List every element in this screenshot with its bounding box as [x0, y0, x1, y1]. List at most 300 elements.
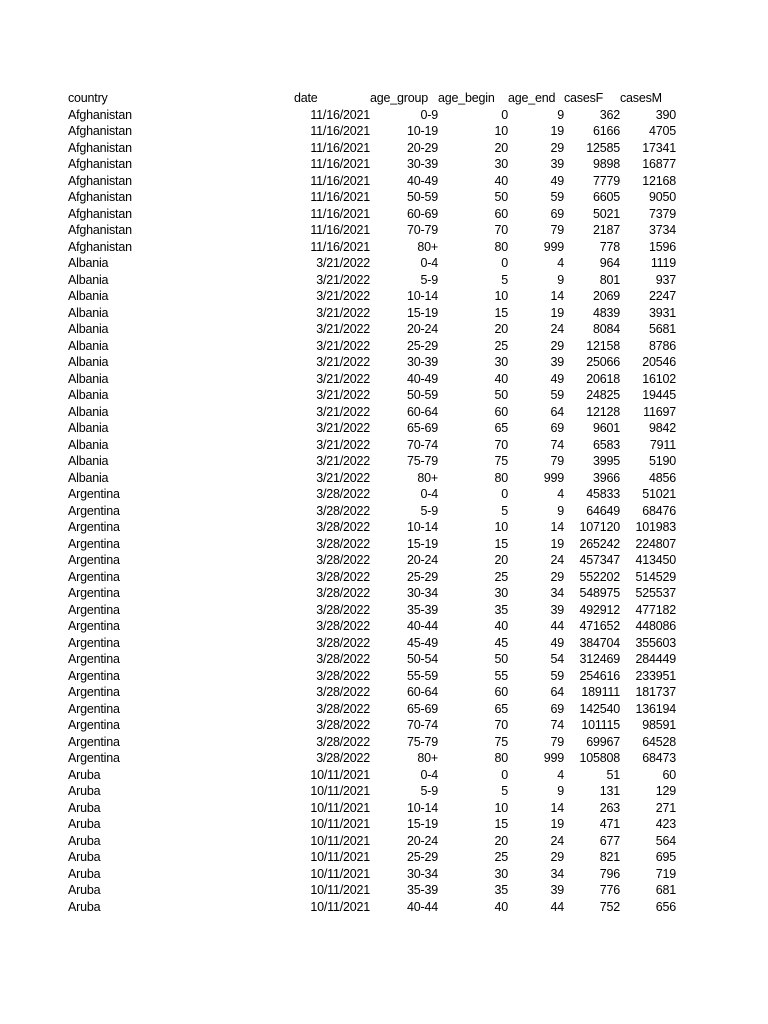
- cell-age-end: 9: [557, 107, 564, 122]
- cell-country: Albania: [68, 322, 109, 336]
- cell-country: Aruba: [68, 899, 101, 914]
- cell-age-begin: 20: [494, 833, 508, 848]
- cell-age-end: 49: [550, 371, 564, 386]
- cell-country: Argentina: [68, 701, 120, 716]
- cell-age-begin: 10: [494, 520, 508, 534]
- cell-age-group: 60-64: [407, 685, 438, 699]
- header-country: country: [68, 91, 108, 105]
- cell-cases-f: 12585: [586, 140, 620, 155]
- cell-age-begin: 60: [494, 404, 508, 419]
- cell-country: Aruba: [68, 800, 101, 815]
- cell-age-begin: 75: [494, 454, 508, 468]
- cell-cases-m: 681: [655, 883, 676, 897]
- cell-cases-f: 45833: [586, 487, 620, 501]
- cell-cases-m: 20546: [642, 355, 676, 369]
- cell-age-begin: 20: [494, 322, 508, 336]
- cell-date: 3/21/2022: [316, 289, 370, 303]
- cell-cases-f: 552202: [579, 569, 620, 584]
- cell-country: Albania: [68, 470, 109, 485]
- cell-age-end: 14: [550, 289, 564, 303]
- cell-date: 10/11/2021: [310, 866, 370, 881]
- cell-date: 11/16/2021: [310, 190, 370, 204]
- cell-date: 3/21/2022: [316, 371, 370, 386]
- cell-age-begin: 50: [494, 652, 508, 666]
- cell-cases-f: 457347: [579, 553, 620, 567]
- cell-age-group: 65-69: [407, 421, 438, 435]
- cell-age-end: 9: [557, 272, 564, 287]
- cell-age-begin: 80: [494, 751, 508, 765]
- cell-age-group: 25-29: [407, 850, 438, 864]
- cell-age-end: 29: [550, 140, 564, 155]
- cell-age-begin: 10: [494, 800, 508, 815]
- cell-cases-f: 64649: [586, 503, 620, 518]
- cell-age-end: 24: [550, 833, 564, 848]
- cell-age-end: 19: [550, 305, 564, 320]
- table-row: [68, 239, 676, 256]
- cell-age-group: 15-19: [407, 817, 438, 831]
- cell-age-end: 34: [550, 586, 564, 600]
- cell-age-begin: 0: [501, 256, 508, 270]
- cell-age-end: 999: [543, 239, 564, 254]
- cell-age-begin: 25: [494, 338, 508, 353]
- cell-age-group: 80+: [417, 751, 438, 765]
- cell-age-begin: 25: [494, 569, 508, 584]
- cell-cases-m: 1119: [650, 256, 676, 270]
- cell-cases-m: 271: [655, 800, 676, 815]
- cell-age-group: 40-49: [407, 173, 438, 188]
- cell-age-end: 69: [550, 701, 564, 716]
- table-row: [68, 173, 676, 190]
- cell-age-group: 0-4: [420, 767, 438, 782]
- cell-cases-m: 136194: [635, 701, 676, 716]
- table-row: [68, 470, 676, 487]
- cell-date: 3/28/2022: [316, 685, 370, 699]
- cell-cases-m: 68473: [642, 751, 676, 765]
- cell-cases-m: 12168: [642, 173, 676, 188]
- cell-age-group: 75-79: [407, 734, 438, 749]
- cell-date: 3/21/2022: [316, 256, 370, 270]
- cell-age-begin: 45: [494, 635, 508, 650]
- cell-age-group: 35-39: [407, 602, 438, 617]
- table-header: [68, 90, 676, 107]
- cell-age-group: 20-24: [407, 833, 438, 848]
- table-row: [68, 272, 676, 289]
- cell-age-begin: 5: [501, 503, 508, 518]
- cell-age-begin: 0: [501, 107, 508, 122]
- header-row: [68, 90, 676, 107]
- cell-date: 11/16/2021: [310, 124, 370, 138]
- cell-age-begin: 25: [494, 850, 508, 864]
- cell-cases-m: 695: [655, 850, 676, 864]
- cell-country: Afghanistan: [68, 223, 132, 237]
- cell-age-end: 59: [550, 190, 564, 204]
- cell-country: Afghanistan: [68, 140, 132, 155]
- cell-cases-f: 3995: [592, 454, 620, 468]
- cell-date: 3/28/2022: [316, 503, 370, 518]
- cell-age-end: 69: [550, 206, 564, 221]
- table-row: [68, 437, 676, 454]
- cell-date: 10/11/2021: [310, 850, 370, 864]
- cell-age-begin: 60: [494, 206, 508, 221]
- cell-date: 3/21/2022: [316, 338, 370, 353]
- table-row: [68, 338, 676, 355]
- cell-date: 3/28/2022: [316, 718, 370, 732]
- header-date: date: [294, 91, 318, 105]
- cell-date: 3/28/2022: [316, 520, 370, 534]
- cell-age-begin: 10: [494, 124, 508, 138]
- cell-cases-m: 423: [655, 817, 676, 831]
- cell-cases-m: 7379: [648, 206, 676, 221]
- cell-country: Argentina: [68, 536, 120, 551]
- cell-age-begin: 15: [494, 817, 508, 831]
- cell-age-end: 59: [550, 388, 564, 402]
- cell-country: Albania: [68, 437, 109, 452]
- cell-country: Aruba: [68, 767, 101, 782]
- cell-cases-f: 362: [599, 107, 620, 122]
- cell-date: 3/28/2022: [316, 652, 370, 666]
- cell-age-end: 49: [550, 173, 564, 188]
- cell-country: Argentina: [68, 503, 120, 518]
- table-row: [68, 899, 676, 916]
- cell-cases-f: 821: [599, 850, 620, 864]
- cell-age-group: 0-9: [420, 107, 438, 122]
- cell-date: 10/11/2021: [310, 899, 370, 914]
- cell-country: Aruba: [68, 833, 101, 848]
- cell-country: Argentina: [68, 652, 120, 666]
- table-row: [68, 255, 676, 272]
- cell-age-begin: 30: [494, 586, 508, 600]
- cell-age-group: 45-49: [407, 635, 438, 650]
- table-row: [68, 123, 676, 140]
- table-row: [68, 635, 676, 652]
- cell-cases-f: 776: [599, 883, 620, 897]
- cell-cases-f: 801: [599, 272, 620, 287]
- cell-age-begin: 75: [494, 734, 508, 749]
- cell-age-begin: 40: [494, 899, 508, 914]
- table-row: [68, 156, 676, 173]
- cell-age-end: 9: [557, 784, 564, 798]
- cell-age-begin: 10: [494, 289, 508, 303]
- cell-cases-m: 514529: [635, 569, 676, 584]
- cell-cases-m: 3931: [648, 305, 676, 320]
- cell-country: Afghanistan: [68, 206, 132, 221]
- cell-age-begin: 15: [494, 305, 508, 320]
- cell-age-begin: 40: [494, 619, 508, 633]
- cell-country: Albania: [68, 305, 109, 320]
- cell-cases-f: 312469: [579, 652, 620, 666]
- cell-country: Albania: [68, 272, 109, 287]
- cell-age-begin: 0: [501, 767, 508, 782]
- cell-age-group: 80+: [417, 239, 438, 254]
- cell-age-end: 9: [557, 503, 564, 518]
- cell-cases-m: 19445: [642, 388, 676, 402]
- cell-country: Albania: [68, 371, 109, 386]
- cell-age-end: 79: [550, 223, 564, 237]
- table-row: [68, 734, 676, 751]
- cell-age-group: 30-34: [407, 586, 438, 600]
- cell-date: 3/21/2022: [316, 305, 370, 320]
- cell-date: 10/11/2021: [310, 784, 370, 798]
- cell-country: Afghanistan: [68, 190, 132, 204]
- cell-age-begin: 80: [494, 470, 508, 485]
- cell-age-end: 79: [550, 454, 564, 468]
- cell-country: Afghanistan: [68, 157, 132, 171]
- cell-age-group: 20-24: [407, 322, 438, 336]
- cell-age-end: 999: [543, 470, 564, 485]
- cell-age-end: 74: [550, 718, 564, 732]
- header-age-begin: age_begin: [438, 91, 495, 105]
- cell-cases-f: 131: [599, 784, 620, 798]
- cell-cases-m: 68476: [642, 503, 676, 518]
- cell-date: 3/21/2022: [316, 470, 370, 485]
- cell-age-end: 19: [550, 817, 564, 831]
- cell-age-begin: 70: [494, 718, 508, 732]
- table-row: [68, 882, 676, 899]
- table-row: [68, 305, 676, 322]
- table-row: [68, 404, 676, 421]
- cell-age-end: 49: [550, 635, 564, 650]
- cell-country: Albania: [68, 338, 109, 353]
- cell-cases-f: 964: [599, 256, 620, 270]
- table-row: [68, 684, 676, 701]
- table-row: [68, 783, 676, 800]
- cell-date: 10/11/2021: [310, 767, 370, 782]
- cell-date: 3/21/2022: [316, 404, 370, 419]
- table-row: [68, 140, 676, 157]
- table-row: [68, 767, 676, 784]
- header-age-end: age_end: [508, 91, 556, 105]
- cell-cases-f: 12158: [586, 338, 620, 353]
- cell-cases-m: 656: [655, 899, 676, 914]
- cell-cases-m: 3734: [648, 223, 676, 237]
- cell-date: 10/11/2021: [310, 800, 370, 815]
- cell-age-end: 4: [557, 256, 564, 270]
- cell-cases-m: 11697: [643, 404, 676, 419]
- table-row: [68, 849, 676, 866]
- cell-cases-m: 64528: [642, 734, 676, 749]
- cell-cases-f: 25066: [586, 355, 620, 369]
- cell-age-group: 60-64: [407, 404, 438, 419]
- cell-age-begin: 20: [494, 140, 508, 155]
- cell-age-group: 5-9: [420, 503, 438, 518]
- cell-age-group: 60-69: [407, 206, 438, 221]
- cell-age-group: 30-34: [407, 866, 438, 881]
- cell-age-begin: 70: [494, 223, 508, 237]
- cell-cases-f: 4839: [592, 305, 620, 320]
- cell-cases-f: 677: [599, 833, 620, 848]
- data-table: [68, 90, 676, 915]
- cell-age-end: 64: [550, 685, 564, 699]
- cell-age-end: 19: [550, 124, 564, 138]
- cell-age-end: 74: [550, 437, 564, 452]
- cell-age-group: 65-69: [407, 701, 438, 716]
- cell-cases-f: 7779: [592, 173, 620, 188]
- cell-age-begin: 50: [494, 388, 508, 402]
- header-cases-m: casesM: [620, 91, 662, 105]
- cell-age-begin: 40: [494, 173, 508, 188]
- cell-country: Argentina: [68, 619, 120, 633]
- cell-age-begin: 5: [501, 272, 508, 287]
- cell-cases-f: 548975: [579, 586, 620, 600]
- cell-cases-m: 937: [655, 272, 676, 287]
- cell-age-group: 10-14: [407, 289, 438, 303]
- cell-date: 11/16/2021: [310, 140, 370, 155]
- cell-cases-m: 4856: [648, 470, 676, 485]
- cell-cases-m: 60: [662, 767, 676, 782]
- cell-age-begin: 80: [494, 239, 508, 254]
- cell-age-group: 30-39: [407, 355, 438, 369]
- cell-cases-m: 448086: [635, 619, 676, 633]
- cell-date: 11/16/2021: [310, 206, 370, 221]
- table-row: [68, 206, 676, 223]
- cell-age-begin: 30: [494, 157, 508, 171]
- table-row: [68, 519, 676, 536]
- cell-age-begin: 65: [494, 701, 508, 716]
- cell-cases-f: 6605: [592, 190, 620, 204]
- cell-country: Argentina: [68, 734, 120, 749]
- cell-age-begin: 0: [501, 487, 508, 501]
- cell-country: Albania: [68, 289, 109, 303]
- cell-cases-f: 12128: [586, 404, 620, 419]
- cell-country: Afghanistan: [68, 173, 132, 188]
- cell-cases-f: 189111: [581, 685, 620, 699]
- cell-cases-f: 20618: [586, 371, 620, 386]
- cell-cases-f: 9898: [592, 157, 620, 171]
- cell-cases-f: 24825: [586, 388, 620, 402]
- cell-age-end: 39: [550, 157, 564, 171]
- cell-cases-m: 16102: [642, 371, 676, 386]
- cell-country: Argentina: [68, 553, 120, 567]
- table-row: [68, 833, 676, 850]
- cell-age-begin: 35: [494, 602, 508, 617]
- cell-date: 3/28/2022: [316, 619, 370, 633]
- cell-country: Argentina: [68, 487, 120, 501]
- cell-country: Argentina: [68, 718, 120, 732]
- cell-age-begin: 30: [494, 355, 508, 369]
- table-row: [68, 816, 676, 833]
- table-row: [68, 750, 676, 767]
- table-row: [68, 387, 676, 404]
- cell-date: 10/11/2021: [310, 833, 370, 848]
- table-row: [68, 107, 676, 124]
- table-row: [68, 536, 676, 553]
- cell-date: 3/28/2022: [316, 668, 370, 683]
- cell-age-group: 20-29: [407, 140, 438, 155]
- cell-age-end: 29: [550, 569, 564, 584]
- cell-age-end: 999: [543, 751, 564, 765]
- cell-cases-m: 9050: [648, 190, 676, 204]
- cell-country: Aruba: [68, 883, 101, 897]
- cell-age-group: 10-14: [407, 520, 438, 534]
- cell-cases-f: 265242: [579, 536, 620, 551]
- cell-cases-m: 477182: [635, 602, 676, 617]
- cell-age-end: 34: [550, 866, 564, 881]
- cell-country: Aruba: [68, 817, 101, 831]
- cell-age-end: 59: [550, 668, 564, 683]
- cell-cases-f: 796: [599, 866, 620, 881]
- table-row: [68, 354, 676, 371]
- cell-age-begin: 5: [501, 784, 508, 798]
- cell-country: Albania: [68, 256, 109, 270]
- table-row: [68, 189, 676, 206]
- cell-age-end: 54: [550, 652, 564, 666]
- cell-age-end: 39: [550, 355, 564, 369]
- cell-cases-m: 8786: [648, 338, 676, 353]
- cell-country: Albania: [68, 355, 109, 369]
- cell-cases-m: 719: [655, 866, 676, 881]
- cell-age-group: 40-44: [407, 899, 438, 914]
- table-row: [68, 222, 676, 239]
- cell-age-group: 0-4: [420, 487, 438, 501]
- cell-cases-m: 564: [655, 833, 676, 848]
- cell-cases-f: 5021: [592, 206, 620, 221]
- cell-date: 3/28/2022: [316, 569, 370, 584]
- cell-date: 3/28/2022: [316, 487, 370, 501]
- cell-cases-m: 413450: [635, 553, 676, 567]
- cell-date: 11/16/2021: [310, 107, 370, 122]
- cell-age-end: 64: [550, 404, 564, 419]
- cell-cases-m: 5681: [648, 322, 676, 336]
- cell-age-begin: 50: [494, 190, 508, 204]
- cell-date: 10/11/2021: [310, 817, 370, 831]
- cell-cases-f: 107120: [579, 520, 620, 534]
- cell-age-end: 4: [557, 767, 564, 782]
- cell-age-end: 39: [550, 602, 564, 617]
- cell-date: 11/16/2021: [310, 157, 370, 171]
- table-row: [68, 371, 676, 388]
- cell-country: Albania: [68, 388, 109, 402]
- cell-age-end: 4: [557, 487, 564, 501]
- cell-country: Argentina: [68, 602, 120, 617]
- cell-cases-f: 492912: [579, 602, 620, 617]
- cell-cases-f: 2069: [592, 289, 620, 303]
- cell-age-begin: 15: [494, 536, 508, 551]
- cell-age-end: 39: [550, 883, 564, 897]
- cell-age-end: 29: [550, 850, 564, 864]
- cell-country: Aruba: [68, 784, 101, 798]
- cell-date: 3/21/2022: [316, 322, 370, 336]
- table-row: [68, 717, 676, 734]
- cell-cases-m: 98591: [642, 718, 676, 732]
- cell-date: 11/16/2021: [310, 239, 370, 254]
- cell-cases-f: 471652: [579, 619, 620, 633]
- cell-country: Albania: [68, 404, 109, 419]
- table-row: [68, 602, 676, 619]
- cell-cases-m: 1596: [648, 239, 676, 254]
- cell-cases-f: 69967: [586, 734, 620, 749]
- cell-date: 3/28/2022: [316, 536, 370, 551]
- cell-cases-f: 384704: [579, 635, 620, 650]
- cell-cases-f: 752: [599, 899, 620, 914]
- cell-age-group: 25-29: [407, 338, 438, 353]
- header-cases-f: casesF: [564, 91, 604, 105]
- cell-cases-f: 142540: [579, 701, 620, 716]
- cell-date: 3/28/2022: [316, 602, 370, 617]
- cell-age-group: 40-49: [407, 371, 438, 386]
- cell-age-group: 10-14: [407, 800, 438, 815]
- cell-age-group: 70-74: [407, 437, 438, 452]
- table-row: [68, 420, 676, 437]
- cell-cases-m: 2247: [648, 289, 676, 303]
- cell-date: 3/28/2022: [316, 635, 370, 650]
- cell-age-begin: 35: [494, 883, 508, 897]
- cell-cases-f: 263: [599, 800, 620, 815]
- cell-date: 3/28/2022: [316, 734, 370, 749]
- table-row: [68, 866, 676, 883]
- cell-age-begin: 70: [494, 437, 508, 452]
- cell-cases-m: 525537: [635, 586, 676, 600]
- cell-cases-m: 16877: [642, 157, 676, 171]
